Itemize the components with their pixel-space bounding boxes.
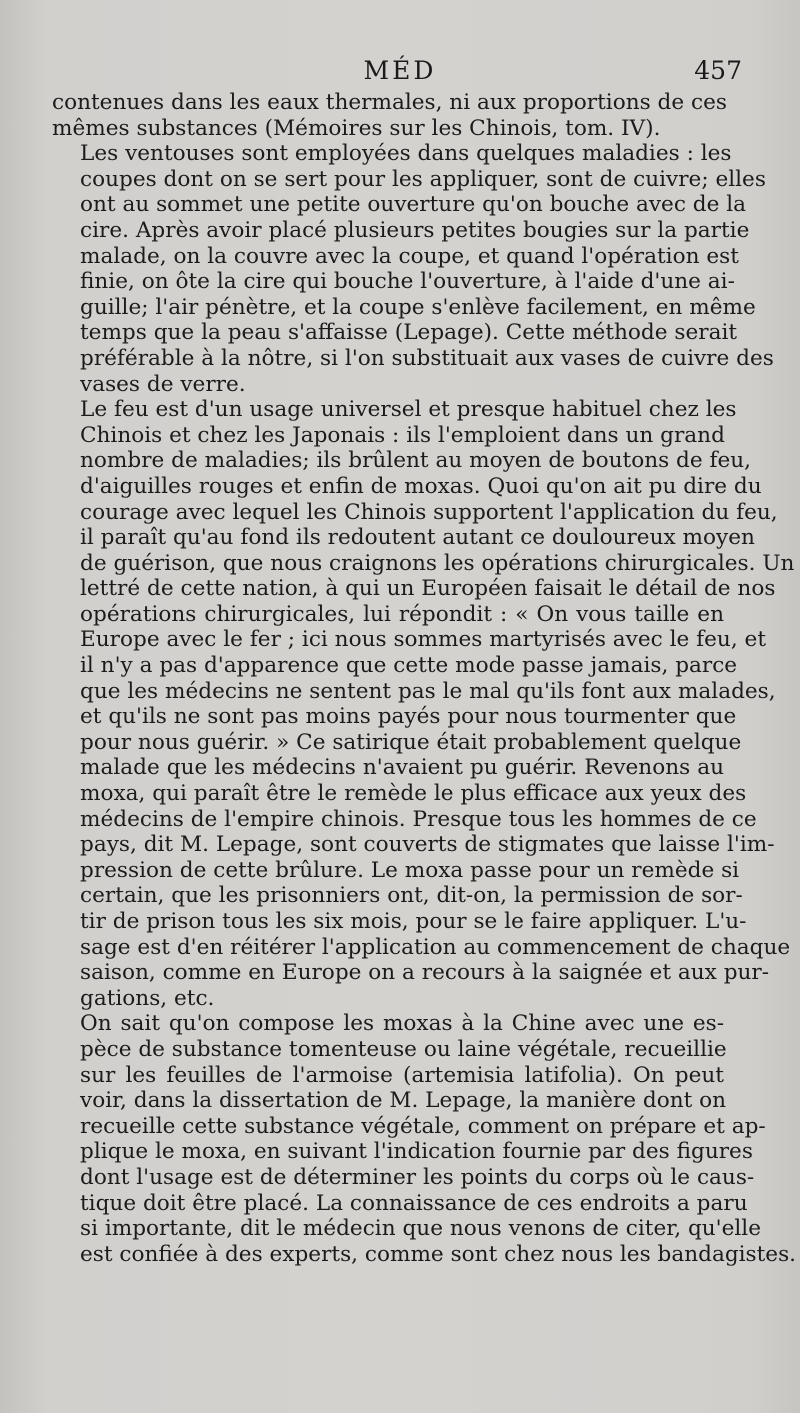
text-line: courage avec lequel les Chinois supportent l'application du feu, [80,499,778,525]
text-line: Les ventouses sont employées dans quelques maladies : les [80,141,732,167]
page-number: 457 [694,56,742,85]
paragraph [52,90,727,141]
text-line: est confiée à des experts, comme sont chez nous les bandagistes. [80,1241,797,1267]
text-line: pays, dit M. Lepage, sont couverts de stigmates que laisse l'im- [80,832,775,858]
text-line: que les médecins ne sentent pas le mal qu'ils font aux malades, [80,678,776,704]
page-header [0,56,800,90]
text-line: certain, que les prisonniers ont, dit-on, la permission de sor- [80,883,743,909]
text-line: finie, on ôte la cire qui bouche l'ouverture, à l'aide d'une ai- [80,269,735,295]
text-line: plique le moxa, en suivant l'indication fournie par des figures [80,1139,753,1165]
body-text [52,90,797,1267]
text-line: dont l'usage est de déterminer les points du corps où le caus- [80,1164,755,1190]
text-line: saison, comme en Europe on a recours à la saignée et aux pur- [80,960,770,986]
text-line: préférable à la nôtre, si l'on substituait aux vases de cuivre des [80,345,774,371]
text-line: voir, dans la dissertation de M. Lepage, la manière dont on [80,1088,727,1114]
text-line: nombre de maladies; ils brûlent au moyen de boutons de feu, [80,448,752,474]
text-line: si importante, dit le médecin que nous venons de citer, qu'elle [80,1216,761,1242]
text-line: vases de verre. [80,371,246,397]
text-line: opérations chirurgicales, lui répondit : « On vous taille en [80,601,724,627]
text-line: il paraît qu'au fond ils redoutent autant ce douloureux moyen [80,525,755,551]
text-line: recueille cette substance végétale, comment on prépare et ap- [80,1113,766,1139]
text-line: lettré de cette nation, à qui un Européen faisait le détail de nos [80,576,776,602]
text-line: pression de cette brûlure. Le moxa passe pour un remède si [80,857,740,883]
text-line: contenues dans les eaux thermales, ni aux proportions de ces [52,90,727,115]
text-line: guille; l'air pénètre, et la coupe s'enlève facilement, en même [80,294,756,320]
running-head: MÉD [363,56,437,85]
text-line: mêmes substances (Mémoires sur les Chinois, tom. IV). [52,115,661,141]
text-line: cire. Après avoir placé plusieurs petites bougies sur la partie [80,217,750,243]
text-line: d'aiguilles rouges et enfin de moxas. Quoi qu'on ait pu dire du [80,473,762,499]
text-line: coupes dont on se sert pour les appliquer, sont de cuivre; elles [80,166,766,192]
text-line: tir de prison tous les six mois, pour se le faire appliquer. L'u- [80,909,747,934]
text-line: pèce de substance tomenteuse ou laine végétale, recueillie [80,1036,727,1062]
text-line: et qu'ils ne sont pas moins payés pour nous tourmenter que [80,704,737,730]
text-line: moxa, qui paraît être le remède le plus efficace aux yeux des [80,781,747,807]
text-line: Chinois et chez les Japonais : ils l'emploient dans un grand [80,422,725,448]
text-line: il n'y a pas d'apparence que cette mode passe jamais, parce [80,653,738,679]
text-line: malade, on la couvre avec la coupe, et quand l'opération est [80,243,739,269]
text-line: Le feu est d'un usage universel et presque habituel chez les [80,397,737,423]
text-line: sur les feuilles de l'armoise (artemisia latifolia). On peut [80,1062,724,1088]
paragraph [52,1011,797,1267]
paragraph [52,397,795,1011]
text-line: ont au sommet une petite ouverture qu'on bouche avec de la [80,192,747,218]
text-line: sage est d'en réitérer l'application au commencement de chaque [80,934,791,960]
text-line: tique doit être placé. La connaissance de ces endroits a paru [80,1190,748,1216]
text-line: de guérison, que nous craignons les opérations chirurgicales. Un [80,550,795,576]
text-line: Europe avec le fer ; ici nous sommes martyrisés avec le feu, et [80,627,767,653]
text-line: gations, etc. [80,985,215,1011]
text-line: malade que les médecins n'avaient pu guérir. Revenons au [80,755,724,781]
paragraph [52,141,774,397]
text-line: temps que la peau s'affaisse (Lepage). Cette méthode serait [80,320,738,346]
text-line: médecins de l'empire chinois. Presque tous les hommes de ce [80,806,757,832]
text-line: On sait qu'on compose les moxas à la Chine avec une es- [80,1011,724,1037]
text-line: pour nous guérir. » Ce satirique était probablement quelque [80,729,742,755]
